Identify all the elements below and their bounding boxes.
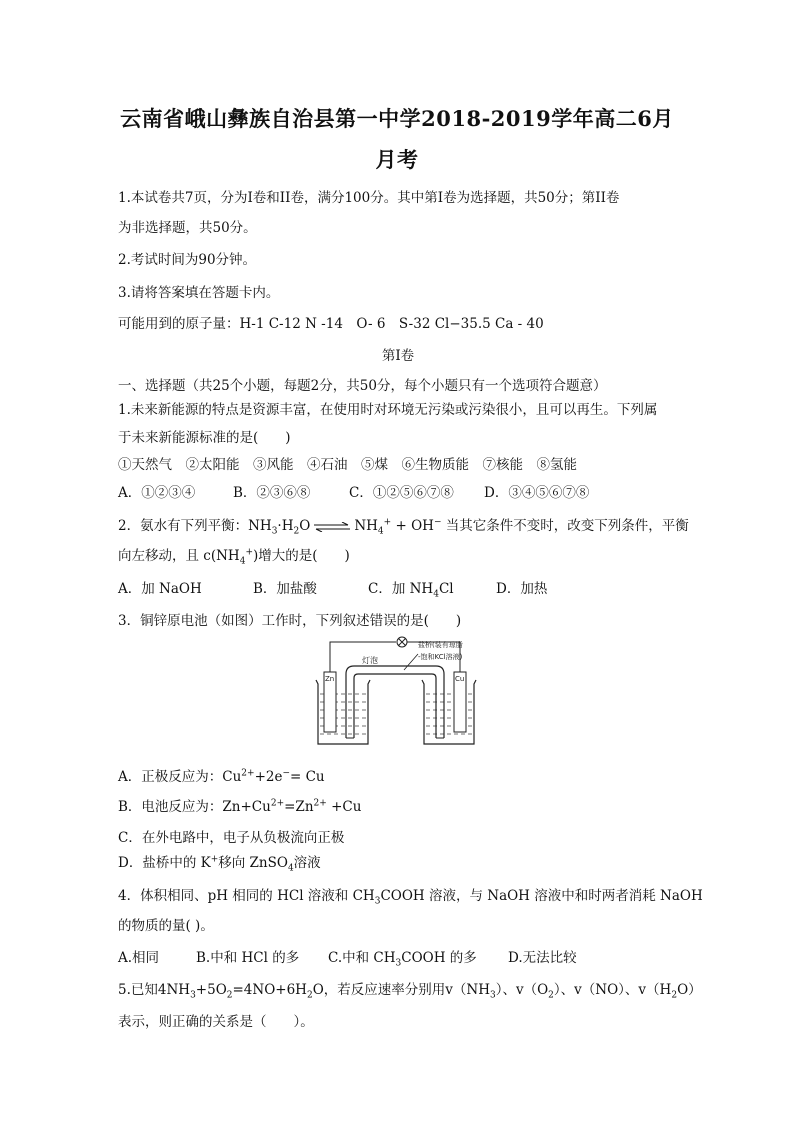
q1-option-c: C．①②⑤⑥⑦⑧	[349, 485, 454, 501]
q5-sub: 2	[671, 990, 678, 1001]
equilibrium-arrow-icon	[312, 522, 352, 532]
q1-option-a: A．①②③④	[118, 485, 196, 501]
q2-text: 当其它条件不变时，改变下列条件，平衡	[441, 518, 689, 534]
q3-text: = Cu	[290, 769, 325, 785]
q2-sub: 2	[293, 526, 300, 537]
galvanic-cell-figure	[310, 632, 492, 750]
q5-sub: 3	[489, 990, 496, 1001]
q3-sup: −	[282, 768, 290, 779]
q3-text: B．电池反应为：Zn+Cu	[118, 799, 271, 815]
instruction-1a: 1.本试卷共7页，分为I卷和II卷，满分100分。其中第I卷为选择题，共50分；第II卷	[118, 190, 620, 206]
q3-option-b	[118, 795, 678, 815]
q5-text: 5.已知4NH	[118, 982, 191, 998]
q3-text: A．正极反应为：Cu	[118, 769, 242, 785]
q1-stem-b: 于未来新能源标准的是( )	[118, 430, 291, 446]
q5-sub: 3	[190, 990, 196, 1001]
section-heading: 第I卷	[381, 348, 415, 364]
exam-title-line1: 云南省峨山彝族自治县第一中学2018-2019学年高二6月	[120, 106, 674, 131]
part1-heading: 一、选择题（共25个小题，每题2分，共50分，每个小题只有一个选项符合题意）	[118, 378, 607, 394]
salt-bridge-label: 盐桥(装有琼脂	[418, 641, 463, 649]
q2-text: C．加 NH	[368, 581, 434, 597]
atomic-masses: 可能用到的原子量：H-1 C-12 N -14 O- 6 S-32 Cl−35.5 Ca - 40	[118, 316, 544, 332]
q5-text: O）	[677, 982, 702, 998]
q2-text: NH	[354, 518, 378, 534]
q4-sub: 3	[395, 958, 402, 969]
q2-text: Cl	[438, 581, 454, 597]
q1-stem-a: 1.未来新能源的特点是资源丰富，在使用时对环境无污染或污染很小，且可以再生。下列属	[118, 402, 658, 418]
q5-stem-a	[118, 978, 702, 1001]
q3-option-c: C．在外电路中，电子从负极流向正极	[118, 830, 345, 846]
q5-text: +5O	[195, 982, 227, 998]
q4-text: COOH 溶液，与 NaOH 溶液中和时两者消耗 NaOH	[380, 888, 703, 904]
q2-text: O	[299, 518, 311, 534]
q2-sup: +	[383, 517, 392, 528]
q3-option-d	[118, 851, 678, 874]
q5-text: O，若反应速率分别用v（NH	[312, 982, 490, 998]
q2-sub: 3	[271, 526, 278, 537]
q1-option-d: D．③④⑤⑥⑦⑧	[484, 485, 590, 501]
q2-option-c	[368, 577, 496, 600]
q2-option-a: A．加 NaOH	[118, 581, 202, 597]
q1-options	[118, 481, 678, 501]
q5-text: ）、v（O	[495, 982, 549, 998]
q4-text: C.中和 CH	[328, 950, 396, 966]
q2-option-b: B．加盐酸	[253, 581, 317, 597]
q4-sub: 3	[374, 896, 381, 907]
q5-text: ）、v（NO）、v（H	[553, 982, 672, 998]
q3-text: =Zn	[284, 799, 314, 815]
q4-option-c	[328, 946, 508, 969]
q3-text: D．盐桥中的 K	[118, 855, 211, 871]
q3-option-a	[118, 765, 678, 785]
q5-sub: 2	[548, 990, 554, 1001]
q2-option-d: D．加热	[496, 581, 548, 597]
q2-sub: 4	[377, 526, 384, 537]
q3-text: +2e	[254, 769, 283, 785]
q3-sup: 2+	[313, 798, 327, 809]
q2-text: 向左移动，且 c(NH	[118, 548, 240, 564]
q3-text: +Cu	[326, 799, 362, 815]
q2-text: )增大的是( )	[253, 548, 350, 564]
q2-stem-a	[118, 514, 689, 537]
q2-sup: +	[245, 547, 253, 558]
salt-bridge-label: -饱和KCl溶液)	[418, 653, 463, 661]
q4-option-a: A.相同	[118, 950, 160, 966]
q4-stem-a	[118, 884, 703, 907]
q2-sub: 4	[239, 556, 246, 567]
q5-sub: 2	[306, 990, 313, 1001]
q2-sub: 4	[433, 589, 439, 600]
q5-sub: 2	[226, 990, 233, 1001]
q3-sup: 2+	[270, 798, 285, 809]
q4-option-b: B.中和 HCl 的多	[196, 950, 300, 966]
q4-options	[118, 946, 678, 969]
q4-text: COOH 的多	[401, 950, 477, 966]
instruction-3: 3.请将答案填在答题卡内。	[118, 285, 280, 301]
q1-option-b: B．②③⑥⑧	[233, 485, 311, 501]
q4-text: 4．体积相同、pH 相同的 HCl 溶液和 CH	[118, 888, 375, 904]
q1-items: ①天然气 ②太阳能 ③风能 ④石油 ⑤煤 ⑥生物质能 ⑦核能 ⑧氢能	[118, 457, 577, 473]
q5-stem-b: 表示，则正确的关系是（ ）。	[118, 1014, 314, 1030]
q3-sup: +	[210, 854, 219, 865]
exam-title-line2: 月考	[375, 147, 419, 172]
q2-options	[118, 577, 678, 600]
q2-stem-b	[118, 544, 678, 567]
q2-text: ·H	[277, 518, 294, 534]
lamp-label: 灯泡	[362, 656, 378, 665]
q2-text: + OH	[391, 518, 434, 534]
q3-sup: 2+	[241, 768, 255, 779]
instruction-2: 2.考试时间为90分钟。	[118, 252, 257, 268]
q3-text: 溶液	[293, 855, 321, 871]
right-beaker	[422, 680, 476, 744]
q4-stem-b: 的物质的量( )。	[118, 918, 214, 934]
zinc-label: Zn	[325, 675, 335, 683]
q2-sup: −	[433, 517, 442, 528]
q3-stem: 3．铜锌原电池（如图）工作时，下列叙述错误的是( )	[118, 613, 462, 629]
q2-text: 2．氨水有下列平衡：NH	[118, 518, 272, 534]
instruction-1b: 为非选择题，共50分。	[118, 220, 257, 236]
q3-text: 移向 ZnSO	[218, 855, 288, 871]
copper-label: Cu	[455, 675, 465, 683]
label-pointer	[404, 654, 418, 670]
q4-option-d: D.无法比较	[508, 950, 577, 966]
q5-text: =4NO+6H	[232, 982, 307, 998]
q3-sub: 4	[287, 863, 294, 874]
